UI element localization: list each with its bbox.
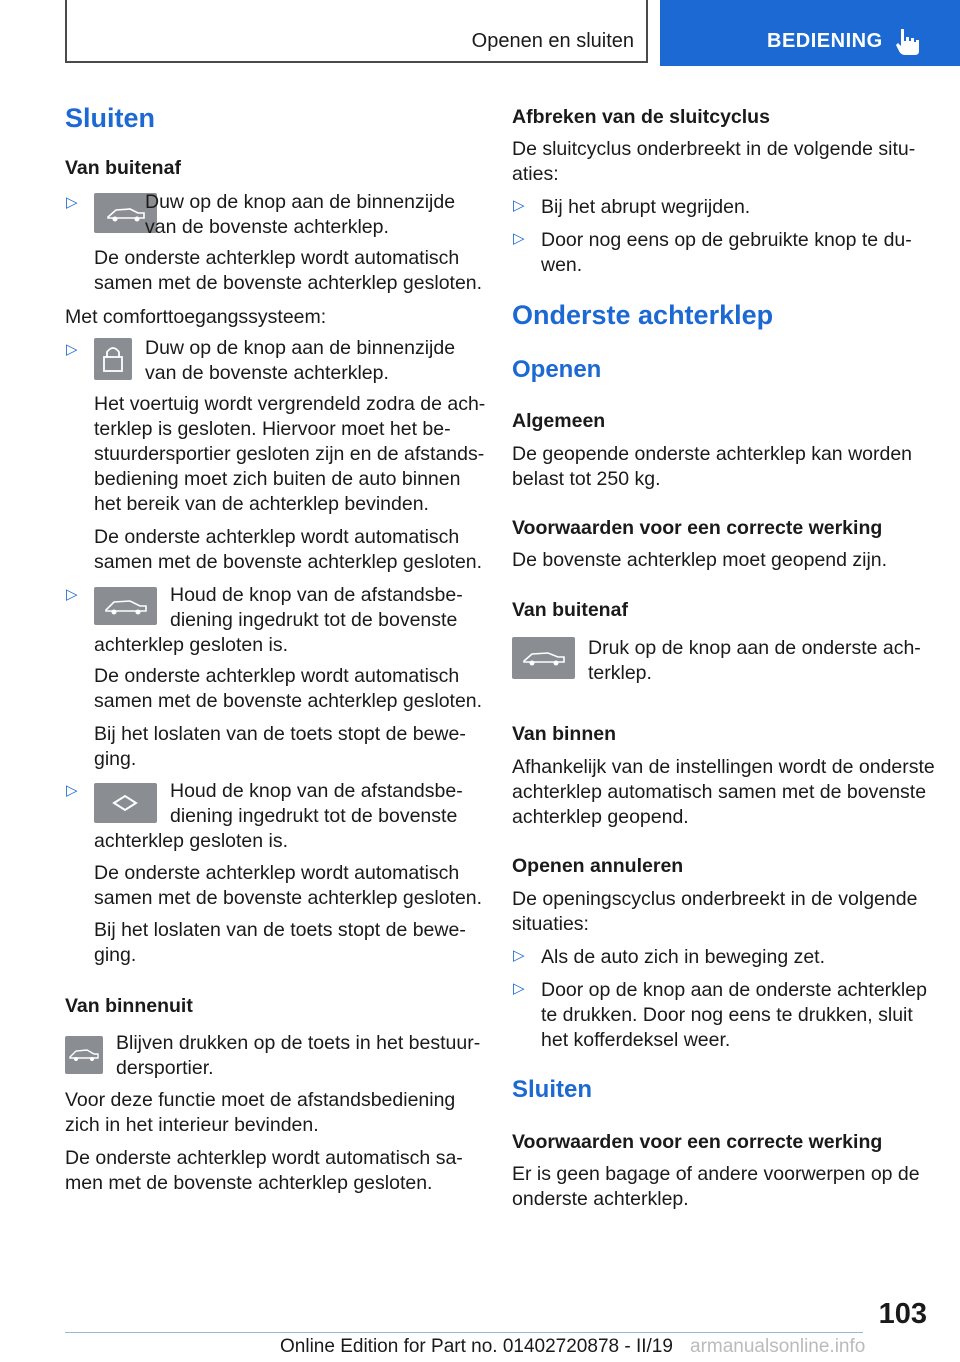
lock-button-icon	[94, 338, 132, 380]
text-line: samen met de bovenste achterklep gesloten.	[94, 690, 483, 712]
text-line: zich in het interieur bevinden.	[65, 1114, 319, 1136]
subheading-afbreken: Afbreken van de sluitcyclus	[512, 106, 770, 128]
text-line: aties:	[512, 163, 559, 185]
text-line: samen met de bovenste achterklep gesloten.	[94, 887, 483, 909]
text-line: Duw op de knop aan de binnenzijde	[145, 337, 456, 359]
heading-sluiten-right: Sluiten	[512, 1076, 593, 1103]
text-line: het kofferdeksel weer.	[541, 1029, 731, 1051]
text-line: achterklep geopend.	[512, 806, 689, 828]
text-line: Bij het abrupt wegrijden.	[541, 196, 751, 218]
text-line: Met comforttoegangssysteem:	[65, 306, 327, 328]
text-line: Afhankelijk van de instellingen wordt de onderste	[512, 756, 935, 778]
subheading-openen-annuleren: Openen annuleren	[512, 855, 684, 877]
text-line: ging.	[94, 748, 137, 770]
car-interior-button-icon	[65, 1036, 103, 1074]
subheading-van-binnen: Van binnen	[512, 723, 617, 745]
text-line: Er is geen bagage of andere voorwerpen op de	[512, 1163, 920, 1185]
subheading-van-binnenuit: Van binnenuit	[65, 995, 193, 1017]
text-line: ging.	[94, 944, 137, 966]
text-line: wen.	[541, 254, 583, 276]
text-line: De bovenste achterklep moet geopend zijn.	[512, 549, 888, 571]
text-line: Houd de knop van de afstandsbe-	[170, 584, 463, 606]
page-number: 103	[878, 1298, 927, 1330]
heading-onderste-achterklep: Onderste achterklep	[512, 300, 774, 330]
text-line: terklep is gesloten. Hiervoor moet het be-	[94, 418, 451, 440]
subheading-van-buitenaf: Van buitenaf	[65, 157, 181, 179]
car-tailgate-remote-icon	[94, 587, 157, 625]
text-line: achterklep gesloten is.	[94, 634, 289, 656]
hand-pointer-icon	[895, 27, 921, 57]
text-line: van de bovenste achterklep.	[145, 362, 389, 384]
text-line: samen met de bovenste achterklep gesloten.	[94, 272, 483, 294]
text-line: van de bovenste achterklep.	[145, 216, 389, 238]
text-line: terklep.	[588, 662, 652, 684]
bullet-icon: ▷	[513, 230, 525, 247]
text-line: De sluitcyclus onderbreekt in de volgende situ-	[512, 138, 916, 160]
text-line: men met de bovenste achterklep gesloten.	[65, 1172, 433, 1194]
text-line: stuurdersportier gesloten zijn en de afstands-	[94, 443, 485, 465]
text-line: De onderste achterklep wordt automatisch	[94, 665, 460, 687]
text-line: achterklep gesloten is.	[94, 830, 289, 852]
text-line: De geopende onderste achterklep kan worden	[512, 443, 913, 465]
text-line: belast tot 250 kg.	[512, 468, 661, 490]
bullet-icon: ▷	[513, 197, 525, 214]
text-line: De onderste achterklep wordt automatisch	[94, 526, 460, 548]
text-line: Bij het loslaten van de toets stopt de bewe-	[94, 723, 466, 745]
text-line: Als de auto zich in beweging zet.	[541, 946, 826, 968]
text-line: Druk op de knop aan de onderste ach-	[588, 637, 921, 659]
text-line: Houd de knop van de afstandsbe-	[170, 780, 463, 802]
subheading-algemeen: Algemeen	[512, 410, 606, 432]
watermark: armanualsonline.info	[690, 1336, 866, 1357]
car-lower-tailgate-icon	[512, 637, 575, 679]
text-line: het bereik van de achterklep bevinden.	[94, 493, 429, 515]
text-line: De onderste achterklep wordt automatisch	[94, 862, 460, 884]
diamond-button-icon	[94, 783, 157, 823]
header-chapter-title: BEDIENING	[767, 30, 883, 52]
bullet-icon: ▷	[66, 194, 78, 211]
text-line: Voor deze functie moet de afstandsbediening	[65, 1089, 456, 1111]
bullet-icon: ▷	[513, 980, 525, 997]
footer-edition: Online Edition for Part no. 01402720878 - II/19	[280, 1336, 673, 1357]
bullet-icon: ▷	[66, 782, 78, 799]
text-line: Bij het loslaten van de toets stopt de bewe-	[94, 919, 466, 941]
header-section-title: Openen en sluiten	[471, 30, 634, 52]
text-line: Het voertuig wordt vergrendeld zodra de ach-	[94, 393, 486, 415]
text-line: samen met de bovenste achterklep gesloten.	[94, 551, 483, 573]
text-line: achterklep automatisch samen met de bovenste	[512, 781, 927, 803]
bullet-icon: ▷	[66, 341, 78, 358]
text-line: situaties:	[512, 913, 589, 935]
text-line: Blijven drukken op de toets in het bestuur-	[116, 1032, 481, 1054]
text-line: diening ingedrukt tot de bovenste	[170, 805, 458, 827]
text-line: bediening moet zich buiten de auto binnen	[94, 468, 461, 490]
bullet-icon: ▷	[513, 947, 525, 964]
text-line: te drukken. Door nog eens te drukken, sluit	[541, 1004, 913, 1026]
footer-divider	[65, 1332, 863, 1333]
text-line: De onderste achterklep wordt automatisch	[94, 247, 460, 269]
text-line: De onderste achterklep wordt automatisch sa-	[65, 1147, 463, 1169]
text-line: onderste achterklep.	[512, 1188, 689, 1210]
text-line: Door op de knop aan de onderste achterklep	[541, 979, 927, 1001]
text-line: De openingscyclus onderbreekt in de volgende	[512, 888, 918, 910]
text-line: Duw op de knop aan de binnenzijde	[145, 191, 456, 213]
heading-openen: Openen	[512, 356, 602, 383]
subheading-voorwaarden-2: Voorwaarden voor een correcte werking	[512, 1131, 883, 1153]
header-chapter-tab[interactable]	[660, 0, 960, 66]
text-line: dersportier.	[116, 1057, 214, 1079]
bullet-icon: ▷	[66, 586, 78, 603]
subheading-voorwaarden: Voorwaarden voor een correcte werking	[512, 517, 883, 539]
header-section-box	[65, 0, 648, 63]
heading-sluiten: Sluiten	[65, 103, 156, 133]
text-line: Door nog eens op de gebruikte knop te du-	[541, 229, 912, 251]
subheading-van-buitenaf: Van buitenaf	[512, 599, 628, 621]
text-line: diening ingedrukt tot de bovenste	[170, 609, 458, 631]
